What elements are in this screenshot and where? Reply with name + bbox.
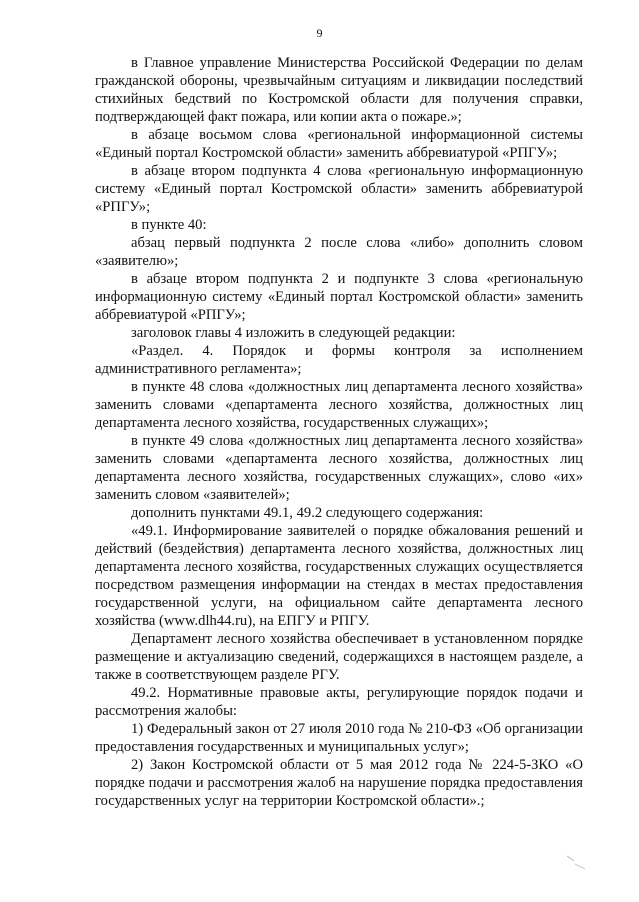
paragraph: в Главное управление Министерства Российской Федерации по делам гражданской обороны, чрезвычайным ситуациям и ликвидации последствий стихийных бедствий по Костромской области для получения справки, подтверждающей факт пожара, или копии акта о пожаре.»; [95,55,583,125]
paragraph: «49.1. Информирование заявителей о порядке обжалования решений и действий (бездействия) департамента лесного хозяйства, должностных лиц департамента лесного хозяйства, государственных служащих осуществляется посредством размещения информации на стендах в местах предоставления государственной услуги, на официальном сайте департамента лесного хозяйства (www.dlh44.ru), на ЕПГУ и РПГУ. [95,523,583,629]
paragraph: заголовок главы 4 изложить в следующей редакции: [131,325,456,341]
paragraph: в абзаце втором подпункта 4 слова «региональную информационную систему «Единый портал Костромской области» заменить аббревиатурой «РПГУ»; [95,163,583,215]
scan-speck [565,852,589,872]
paragraph: в пункте 49 слова «должностных лиц департамента лесного хозяйства» заменить словами «департамента лесного хозяйства, должностных лиц департамента лесного хозяйства, государственных служащих», слово «их» заменить словом «заявителей»; [95,433,583,503]
paragraph: «Раздел. 4. Порядок и формы контроля за исполнением административного регламента»; [95,343,583,377]
paragraph: 1) Федеральный закон от 27 июля 2010 года № 210-ФЗ «Об организации предоставления государственных и муниципальных услуг»; [95,721,583,755]
paragraph: абзац первый подпункта 2 после слова «либо» дополнить словом «заявителю»; [95,235,583,269]
paragraph: 2) Закон Костромской области от 5 мая 2012 года № 224-5-ЗКО «О порядке подачи и рассмотрения жалоб на нарушение порядка предоставления государственных услуг на территории Костромской области».; [95,757,583,809]
page-number: 9 [316,26,323,40]
paragraph: в пункте 40: [131,217,207,233]
paragraph: в абзаце восьмом слова «региональной информационной системы «Единый портал Костромской области» заменить аббревиатурой «РПГУ»; [95,127,583,161]
paragraph: 49.2. Нормативные правовые акты, регулирующие порядок подачи и рассмотрения жалобы: [95,685,583,719]
paragraph: Департамент лесного хозяйства обеспечивает в установленном порядке размещение и актуализацию сведений, содержащихся в настоящем разделе, а также в соответствующем разделе РГУ. [95,631,583,683]
paragraph: дополнить пунктами 49.1, 49.2 следующего содержания: [131,505,484,521]
paragraph: в абзаце втором подпункта 2 и подпункте 3 слова «региональную информационную систему «Единый портал Костромской области» заменить аббревиатурой «РПГУ»; [95,271,583,323]
document-body [95,54,583,810]
paragraph: в пункте 48 слова «должностных лиц департамента лесного хозяйства» заменить словами «департамента лесного хозяйства, должностных лиц департамента лесного хозяйства, государственных служащих»; [95,379,583,431]
